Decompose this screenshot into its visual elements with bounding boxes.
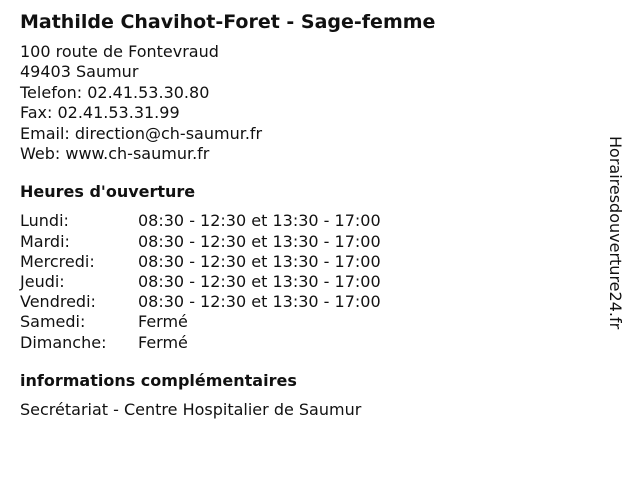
hours-value: 08:30 - 12:30 et 13:30 - 17:00 [138, 231, 381, 251]
hours-heading: Heures d'ouverture [20, 182, 196, 202]
hours-row-thursday [20, 272, 600, 292]
hours-row-saturday [20, 312, 600, 332]
listing-card [20, 10, 600, 420]
hours-value: 08:30 - 12:30 et 13:30 - 17:00 [138, 292, 381, 312]
hours-row-tuesday [20, 232, 600, 252]
hours-row-sunday [20, 333, 600, 353]
day-label: Lundi: [20, 211, 69, 231]
site-watermark: Horairesdouverture24.fr [606, 136, 625, 330]
hours-row-monday [20, 211, 600, 231]
city-line: 49403 Saumur [20, 62, 139, 82]
phone-line: Telefon: 02.41.53.30.80 [20, 82, 210, 102]
hours-value: 08:30 - 12:30 et 13:30 - 17:00 [138, 211, 381, 231]
info-heading: informations complémentaires [20, 370, 297, 390]
hours-value: Fermé [138, 332, 188, 352]
day-label: Vendredi: [20, 292, 96, 312]
day-label: Jeudi: [20, 272, 65, 292]
hours-value: 08:30 - 12:30 et 13:30 - 17:00 [138, 251, 381, 271]
info-text: Secrétariat - Centre Hospitalier de Saumur [20, 399, 362, 419]
day-label: Mercredi: [20, 251, 95, 271]
fax-line: Fax: 02.41.53.31.99 [20, 103, 180, 123]
day-label: Samedi: [20, 312, 86, 332]
hours-row-wednesday [20, 252, 600, 272]
opening-hours-table [20, 211, 600, 352]
hours-value: Fermé [138, 312, 188, 332]
hours-value: 08:30 - 12:30 et 13:30 - 17:00 [138, 272, 381, 292]
address-line: 100 route de Fontevraud [20, 42, 219, 61]
contact-block [20, 42, 600, 164]
day-label: Dimanche: [20, 332, 107, 352]
page-title: Mathilde Chavihot-Foret - Sage-femme [20, 11, 436, 33]
email-line: Email: direction@ch-saumur.fr [20, 123, 263, 143]
hours-row-friday [20, 292, 600, 312]
day-label: Mardi: [20, 231, 70, 251]
web-line: Web: www.ch-saumur.fr [20, 144, 210, 164]
